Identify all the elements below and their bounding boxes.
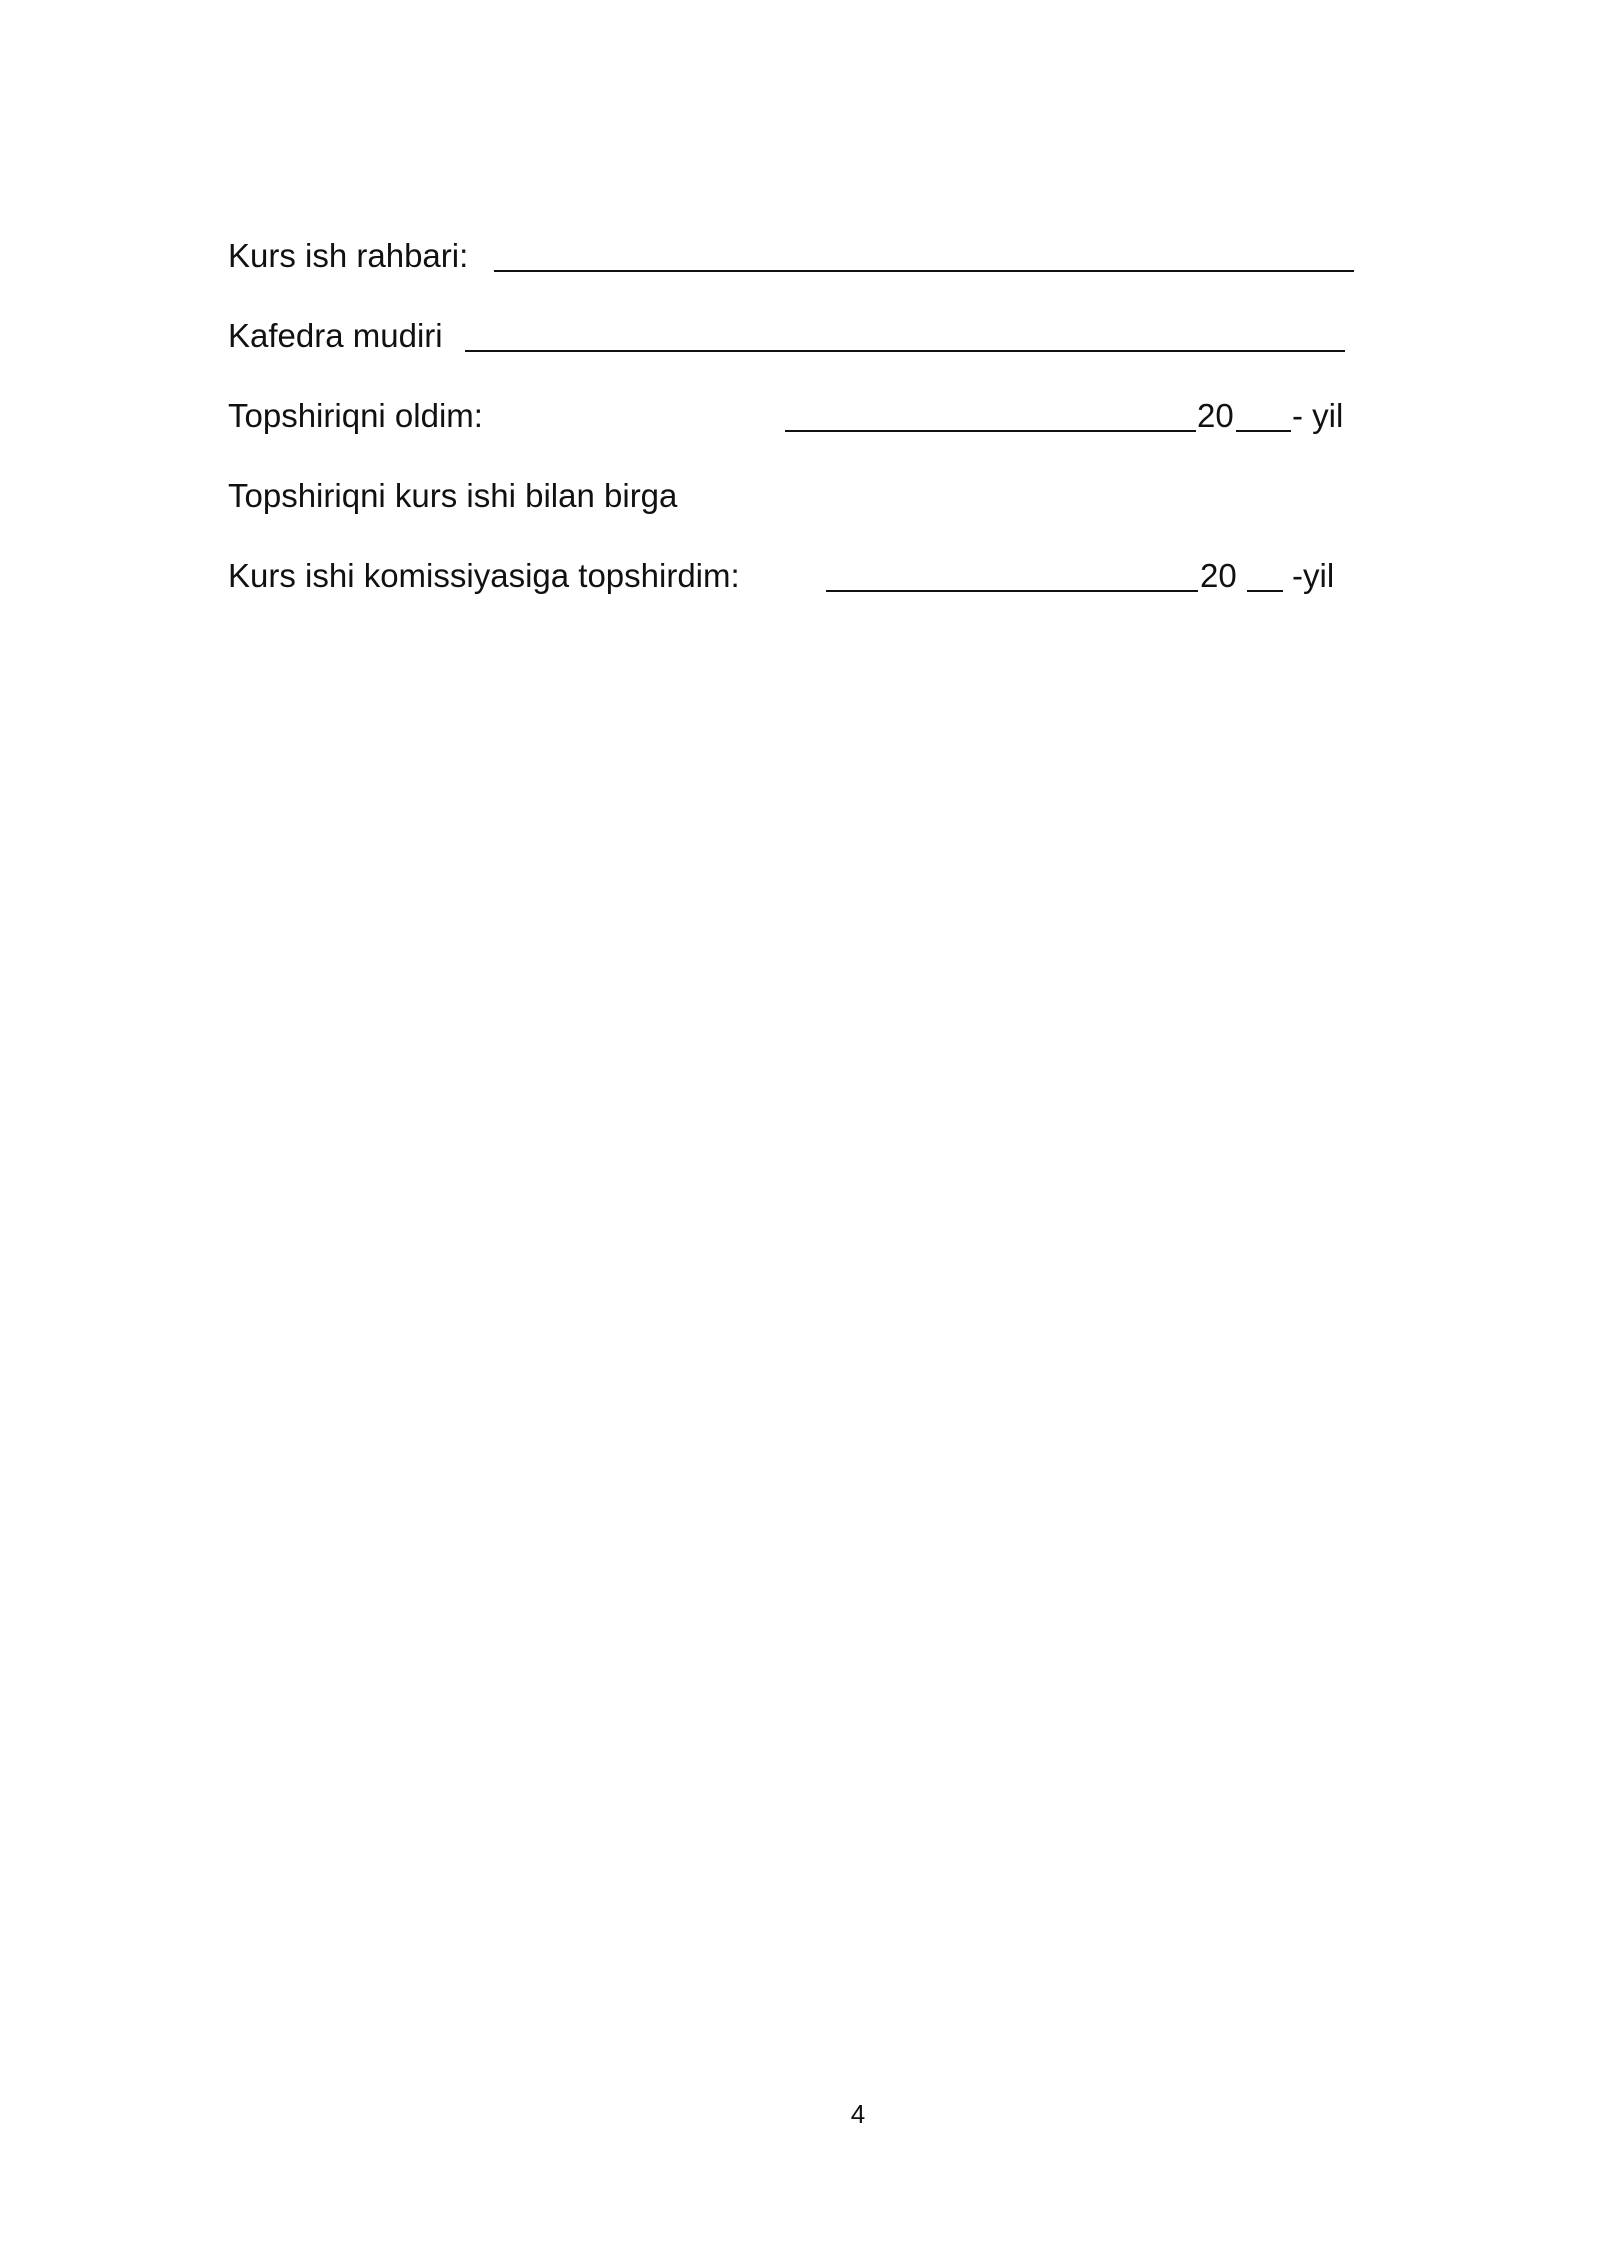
received-year-suffix: - yil [1292, 397, 1344, 434]
submitted-to-commission-label: Kurs ishi komissiyasiga topshirdim: [228, 557, 740, 594]
supervisor-signature-line[interactable] [494, 270, 1354, 272]
head-signature-line[interactable] [465, 350, 1345, 352]
received-year-line[interactable] [1236, 430, 1291, 432]
task-received-label: Topshiriqni oldim: [228, 397, 483, 434]
page-number: 4 [850, 2099, 866, 2129]
submitted-date-line[interactable] [826, 590, 1198, 592]
supervisor-label: Kurs ish rahbari: [228, 237, 469, 274]
submitted-year-prefix: 20 [1200, 557, 1237, 594]
received-year-prefix: 20 [1197, 397, 1234, 434]
submitted-year-line[interactable] [1247, 590, 1283, 592]
head-of-department-label: Kafedra mudiri [228, 317, 443, 354]
submitted-year-suffix: -yil [1292, 557, 1335, 594]
task-together-label: Topshiriqni kurs ishi bilan birga [228, 477, 678, 514]
received-date-line[interactable] [785, 430, 1196, 432]
